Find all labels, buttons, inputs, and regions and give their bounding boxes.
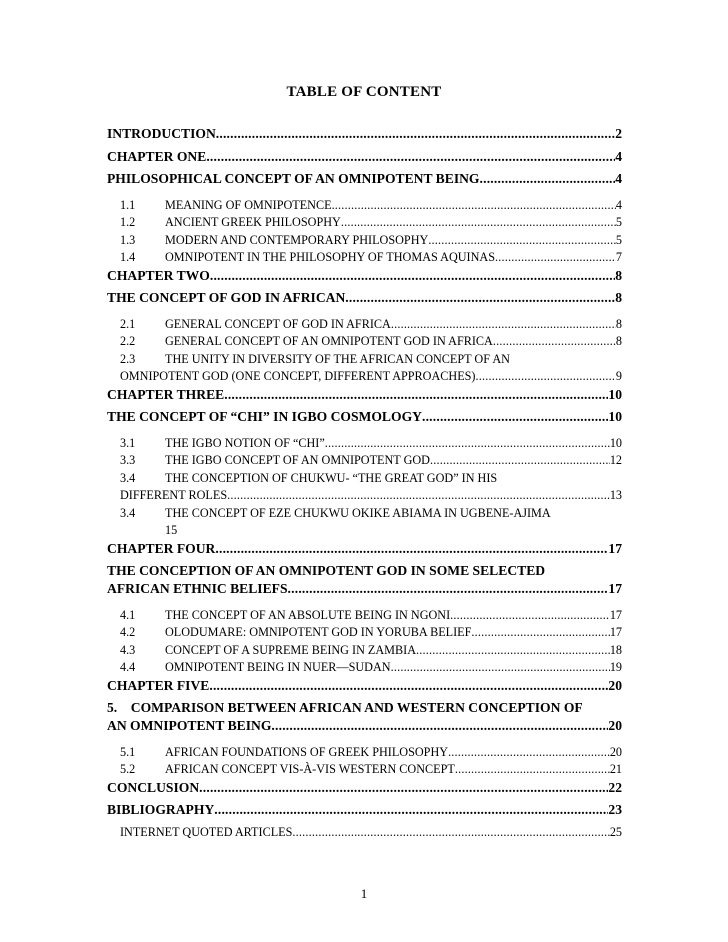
toc-entry-page: 25	[609, 824, 622, 839]
dot-leader	[341, 215, 616, 230]
toc-entry-chapter-three	[107, 387, 622, 410]
toc-entry-chapter-one-title	[107, 171, 622, 194]
toc-section-title: THE CONCEPT OF AN ABSOLUTE BEING IN NGONI	[165, 607, 451, 622]
toc-section-label	[120, 453, 430, 468]
toc-entry-page: 13	[609, 488, 622, 502]
toc-entry-page: 8	[615, 267, 622, 283]
toc-entry-label: CHAPTER THREE	[107, 386, 225, 402]
toc-entry-page: 18	[609, 642, 622, 657]
toc-section-3-4b-line2	[107, 523, 622, 541]
dot-leader	[224, 387, 608, 403]
toc-section-number: 3.4	[120, 505, 136, 520]
toc-section-title: THE CONCEPT OF EZE CHUKWU OKIKE ABIAMA IN UGBENE-AJIMA	[165, 505, 551, 520]
toc-entry-label: PHILOSOPHICAL CONCEPT OF AN OMNIPOTENT BEING	[107, 171, 480, 186]
dot-leader	[476, 369, 616, 384]
toc-entry-page: 8	[615, 316, 622, 331]
toc-section-title: CONCEPT OF A SUPREME BEING IN ZAMBIA	[165, 642, 417, 657]
toc-section-1-2	[107, 215, 622, 233]
dot-leader	[288, 581, 609, 597]
dot-leader	[455, 762, 610, 777]
toc-section-label	[120, 625, 471, 640]
toc-entry-page: 17	[608, 540, 622, 556]
toc-section-3-1	[107, 436, 622, 454]
dot-leader	[325, 436, 610, 451]
dot-leader	[209, 678, 608, 694]
toc-section-label	[120, 334, 493, 349]
toc-section-2-3-line1	[107, 352, 622, 370]
toc-entry-label: THE CONCEPT OF “CHI” IN IGBO COSMOLOGY	[107, 409, 422, 424]
toc-section-1-3	[107, 233, 622, 251]
toc-entry-chapter-five-title-line2	[107, 718, 622, 741]
toc-section-2-1	[107, 317, 622, 335]
toc-entry-label: THE CONCEPT OF GOD IN AFRICAN	[107, 290, 346, 305]
toc-section-title: AFRICAN FOUNDATIONS OF GREEK PHILOSOPHY	[165, 744, 449, 759]
toc-entry-page: 10	[609, 435, 622, 450]
toc-section-title: ANCIENT GREEK PHILOSOPHY	[165, 215, 341, 229]
toc-section-title: THE IGBO NOTION OF “CHI”	[165, 435, 325, 450]
toc-section-4-2	[107, 625, 622, 643]
toc-entry-label: BIBLIOGRAPHY	[107, 802, 215, 817]
toc-entry-page: 8	[615, 334, 622, 348]
toc-entry-page: 15	[165, 523, 178, 537]
toc-section-label	[120, 215, 341, 230]
toc-section-title: OLODUMARE: OMNIPOTENT GOD IN YORUBA BELIEF	[165, 625, 472, 639]
toc-entry-label: CHAPTER FOUR	[107, 540, 216, 556]
toc-section-label	[120, 745, 448, 760]
dot-leader	[391, 317, 616, 332]
toc-section-label	[120, 660, 391, 675]
toc-section-number: 3.4	[120, 470, 136, 485]
toc-section-4-1	[107, 608, 622, 626]
toc-section-number: 1.2	[120, 215, 136, 229]
dot-leader	[199, 780, 608, 796]
toc-entry-label: CONCLUSION	[107, 779, 200, 795]
toc-section-title: THE CONCEPTION OF CHUKWU- “THE GREAT GOD” IN HIS	[165, 470, 498, 485]
toc-entry-introduction	[107, 126, 622, 149]
dot-leader	[495, 250, 616, 265]
toc-entry-page: 20	[609, 744, 622, 759]
toc-section-2-2	[107, 334, 622, 352]
toc-section-label	[120, 436, 325, 451]
dot-leader	[493, 334, 616, 349]
page-number: 1	[360, 886, 368, 901]
toc-section-title: MEANING OF OMNIPOTENCE	[165, 197, 332, 212]
toc-section-label: OMNIPOTENT GOD (ONE CONCEPT, DIFFERENT APPROACHES)	[120, 369, 476, 383]
page-title: TABLE OF CONTENT	[286, 84, 442, 100]
toc-entry-page: 17	[609, 607, 622, 622]
toc-entry-page: 5	[615, 232, 622, 247]
toc-section-label	[120, 317, 391, 332]
toc-entry-label: CHAPTER TWO	[107, 267, 210, 283]
dot-leader	[271, 718, 608, 734]
toc-section-number: 3.1	[120, 435, 136, 450]
toc-entry-page: 4	[615, 148, 622, 164]
toc-section-3-3	[107, 453, 622, 471]
toc-entry-page: 5	[615, 215, 622, 229]
toc-section-title: THE UNITY IN DIVERSITY OF THE AFRICAN CONCEPT OF AN	[165, 351, 510, 366]
toc-entry-page: 17	[608, 581, 622, 596]
toc-entry-label: INTERNET QUOTED ARTICLES	[120, 824, 293, 839]
toc-entry-page: 4	[615, 197, 622, 212]
toc-section-label	[120, 250, 495, 265]
toc-section-number: 5.1	[120, 744, 136, 759]
toc-section-2-3-line2	[107, 369, 622, 387]
toc-entry-page: 21	[609, 762, 622, 776]
toc-entry-label: INTRODUCTION	[107, 126, 216, 141]
toc-section-4-4	[107, 660, 622, 678]
toc-section-number: 4.1	[120, 607, 136, 622]
toc-entry-page: 22	[608, 779, 622, 795]
dot-leader	[332, 198, 616, 213]
toc-entry-page: 17	[609, 625, 622, 639]
toc-entry-chapter-four-title-line1: THE CONCEPTION OF AN OMNIPOTENT GOD IN SOME SELECTED	[107, 563, 546, 578]
toc-entry-chapter-four-title-line2	[107, 581, 622, 604]
toc-entry-conclusion	[107, 780, 622, 803]
toc-entry-chapter-five	[107, 678, 622, 701]
toc-section-3-4a-line2	[107, 488, 622, 506]
toc-entry-page: 20	[608, 677, 622, 693]
toc-entry-label: AFRICAN ETHNIC BELIEFS	[107, 581, 288, 596]
toc-entry-page: 4	[615, 171, 622, 186]
toc-entry-chapter-five-title-line1: 5. COMPARISON BETWEEN AFRICAN AND WESTERN CONCEPTION OF	[107, 700, 583, 715]
toc-section-3-4a-line1	[107, 471, 622, 489]
dot-leader	[210, 268, 615, 284]
toc-entry-chapter-two	[107, 268, 622, 291]
toc-section-number: 1.4	[120, 250, 136, 264]
toc-section-number: 4.4	[120, 660, 136, 674]
table-of-contents	[107, 126, 622, 842]
toc-entry-label: AN OMNIPOTENT BEING	[107, 718, 272, 733]
toc-section-5-1	[107, 745, 622, 763]
dot-leader	[422, 409, 608, 425]
toc-section-number: 1.1	[120, 197, 136, 212]
dot-leader	[227, 488, 610, 503]
toc-section-label	[120, 762, 455, 777]
toc-section-title: MODERN AND CONTEMPORARY PHILOSOPHY	[165, 232, 429, 247]
toc-entry-page: 2	[615, 126, 622, 141]
dot-leader	[215, 541, 608, 557]
toc-section-3-4b-line1	[107, 506, 622, 524]
toc-entry-page: 12	[609, 453, 622, 467]
toc-entry-page: 10	[608, 386, 622, 402]
toc-entry-chapter-three-title	[107, 409, 622, 432]
toc-entry-internet-articles	[107, 825, 622, 843]
toc-section-title: AFRICAN CONCEPT VIS-À-VIS WESTERN CONCEPT	[165, 762, 455, 776]
toc-section-label: DIFFERENT ROLES	[120, 488, 228, 502]
dot-leader	[345, 290, 615, 306]
toc-entry-page: 23	[608, 802, 622, 817]
toc-entry-page: 10	[608, 409, 622, 424]
toc-section-number: 1.3	[120, 232, 136, 247]
toc-entry-chapter-two-title	[107, 290, 622, 313]
toc-entry-chapter-one	[107, 149, 622, 172]
dot-leader	[206, 149, 615, 165]
toc-section-number: 2.2	[120, 334, 136, 348]
toc-entry-label: CHAPTER FIVE	[107, 677, 210, 693]
toc-entry-chapter-four	[107, 541, 622, 564]
dot-leader	[428, 233, 616, 248]
toc-section-label	[120, 643, 416, 658]
toc-entry-page: 19	[609, 660, 622, 674]
toc-section-title: GENERAL CONCEPT OF AN OMNIPOTENT GOD IN AFRICA	[165, 334, 493, 348]
dot-leader	[214, 802, 608, 818]
toc-section-title: GENERAL CONCEPT OF GOD IN AFRICA	[165, 316, 391, 331]
toc-section-title: THE IGBO CONCEPT OF AN OMNIPOTENT GOD	[165, 453, 430, 467]
toc-section-label	[120, 608, 450, 623]
toc-section-label	[120, 233, 428, 248]
toc-section-number: 2.3	[120, 351, 136, 366]
toc-section-4-3	[107, 643, 622, 661]
toc-section-number: 3.3	[120, 453, 136, 467]
toc-section-label	[120, 198, 332, 213]
toc-entry-page: 20	[608, 718, 622, 733]
toc-entry-page: 8	[615, 290, 622, 305]
toc-section-number: 5.2	[120, 762, 136, 776]
dot-leader	[391, 660, 610, 675]
dot-leader	[292, 825, 609, 840]
toc-entry-page: 7	[615, 250, 622, 264]
toc-entry-page: 9	[615, 369, 622, 383]
toc-entry-bibliography	[107, 802, 622, 825]
dot-leader	[216, 126, 615, 142]
toc-section-number: 4.2	[120, 625, 136, 639]
toc-section-number: 2.1	[120, 316, 136, 331]
toc-section-title: OMNIPOTENT IN THE PHILOSOPHY OF THOMAS AQUINAS	[165, 250, 495, 264]
toc-section-1-4	[107, 250, 622, 268]
dot-leader	[448, 745, 610, 760]
toc-section-number: 4.3	[120, 642, 136, 657]
dot-leader	[450, 608, 610, 623]
toc-section-title: OMNIPOTENT BEING IN NUER—SUDAN	[165, 660, 391, 674]
dot-leader	[480, 171, 616, 187]
toc-section-5-2	[107, 762, 622, 780]
dot-leader	[416, 643, 610, 658]
toc-entry-label: CHAPTER ONE	[107, 148, 207, 164]
dot-leader	[430, 453, 610, 468]
toc-section-1-1	[107, 198, 622, 216]
dot-leader	[471, 625, 609, 640]
